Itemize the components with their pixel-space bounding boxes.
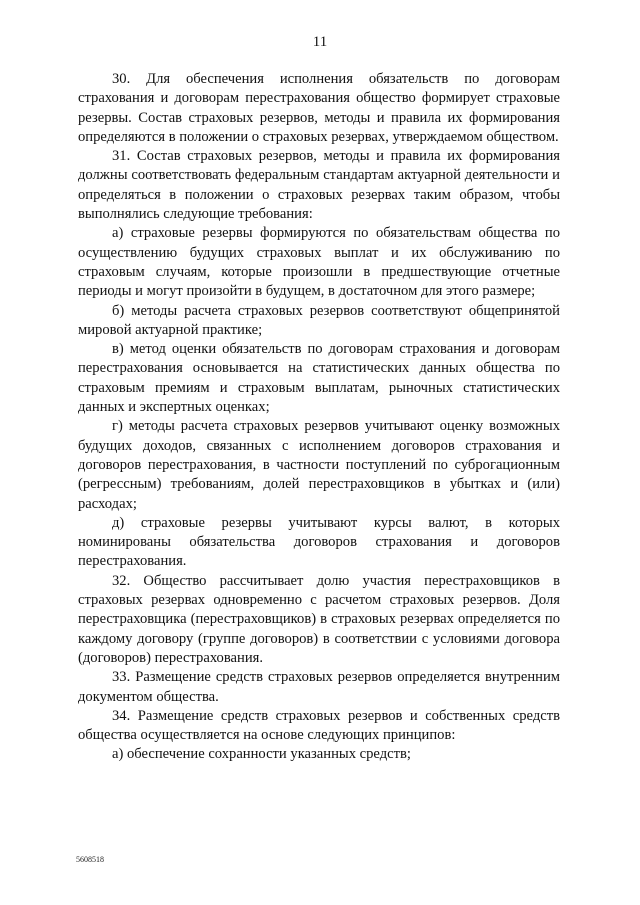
paragraph-34-a: а) обеспечение сохранности указанных средств; xyxy=(112,746,411,763)
page-number: 11 xyxy=(312,34,328,50)
paragraph-32: 32. Общество рассчитывает долю участия перестраховщиков в страховых резервах одновременно с расчетом страховых резервов. Доля перестраховщика (перестраховщиков) в страховых резервах определяется по каждому договору (группе договоров) в соответствии с условиями договора (договоров) перестрахования. xyxy=(78,572,560,666)
paragraph-30: 30. Для обеспечения исполнения обязательств по договорам страхования и договорам перестрахования общество формирует страховые резервы. Состав страховых резервов, методы и правила их формирования определяются в положении о страховых резервах, утверждаемом обществом. xyxy=(78,71,560,145)
paragraph-31-a: а) страховые резервы формируются по обязательствам общества по осуществлению будущих страховых выплат и их обслуживанию по страховым случаям, которые произошли в предшествующие отчетные периоды и могут произойти в будущем, в достаточном для этого размере; xyxy=(78,225,560,300)
paragraph-31-v: в) метод оценки обязательств по договорам страхования и договорам перестрахования основывается на статистических данных общества по страховым премиям и страховым выплатам, рыночных статистических данных и экспертных оценках; xyxy=(78,341,560,416)
paragraph-31: 31. Состав страховых резервов, методы и правила их формирования должны соответствовать федеральным стандартам актуарной деятельности и определяться в положении о страховых резервах таким образом, чтобы выполнялись следующие требования: xyxy=(78,148,560,223)
document-body xyxy=(78,70,560,765)
document-code: 5608518 xyxy=(76,855,104,864)
paragraph-31-d: д) страховые резервы учитывают курсы валют, в которых номинированы обязательства договоров страхования и договоров перестрахования. xyxy=(78,514,560,570)
paragraph-33: 33. Размещение средств страховых резервов определяется внутренним документом общества. xyxy=(78,669,560,705)
paragraph-31-b: б) методы расчета страховых резервов соответствуют общепринятой мировой актуарной практике; xyxy=(78,302,560,338)
paragraph-31-g: г) методы расчета страховых резервов учитывают оценку возможных будущих доходов, связанных с исполнением договоров страхования и договоров перестрахования, в частности поступлений по суброгационным (регрессным) требованиям, долей перестраховщиков в убытках и (или) расходах; xyxy=(78,418,560,512)
paragraph-34: 34. Размещение средств страховых резервов и собственных средств общества осуществляется на основе следующих принципов: xyxy=(78,707,560,744)
